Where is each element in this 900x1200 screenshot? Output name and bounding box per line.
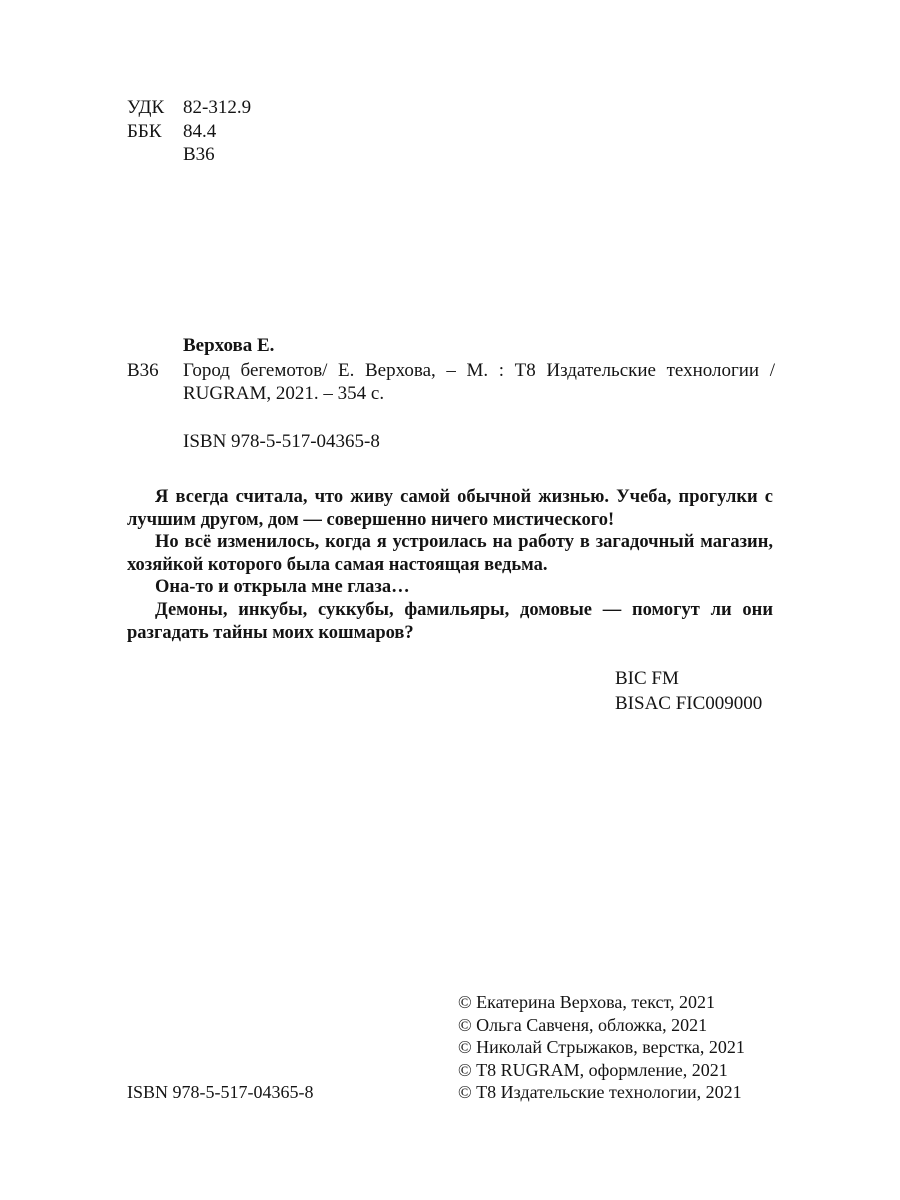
copyright-list bbox=[458, 991, 745, 1104]
copyright-line: © Екатерина Верхова, текст, 2021 bbox=[458, 992, 715, 1012]
author-heading: Верхова Е. bbox=[183, 335, 275, 356]
isbn-bottom: ISBN 978-5-517-04365-8 bbox=[127, 1082, 314, 1102]
author-sign-value: В36 bbox=[183, 144, 215, 165]
classification-codes bbox=[615, 667, 762, 716]
udk-label: УДК bbox=[127, 97, 165, 118]
annotation-paragraph: Но всё изменилось, когда я устроилась на работу в загадочный магазин, хозяйкой которого была самая настоящая ведьма. bbox=[127, 532, 773, 575]
isbn-top: ISBN 978-5-517-04365-8 bbox=[183, 430, 380, 452]
annotation-paragraph: Демоны, инкубы, суккубы, фамильяры, домовые — помогут ли они разгадать тайны моих кошмаров? bbox=[127, 599, 773, 643]
catalog-entry bbox=[127, 359, 775, 406]
copyright-line: © Т8 RUGRAM, оформление, 2021 bbox=[458, 1059, 728, 1080]
copyright-line: © Т8 Издательские технологии, 2021 bbox=[458, 1082, 742, 1103]
annotation bbox=[127, 486, 773, 644]
udk-row bbox=[127, 96, 251, 120]
annotation-paragraph: Я всегда считала, что живу самой обычной жизнью. Учеба, прогулки с лучшим другом, дом — совершенно ничего мистического! bbox=[127, 487, 773, 530]
author-sign-spacer bbox=[127, 143, 183, 167]
bic-code: BIC FM bbox=[615, 668, 679, 689]
catalog-code: В36 bbox=[127, 359, 159, 381]
bbk-label: ББК bbox=[127, 120, 162, 142]
annotation-paragraph: Она-то и открыла мне глаза… bbox=[155, 577, 410, 598]
bisac-code: BISAC FIC009000 bbox=[615, 692, 763, 714]
bbk-value: 84.4 bbox=[183, 120, 217, 142]
udk-value: 82-312.9 bbox=[183, 97, 252, 118]
catalog-card bbox=[127, 334, 775, 453]
catalog-entry-text: Город бегемотов/ Е. Верхова, – М. : Т8 Издательские технологии / RUGRAM, 2021. – 354 с. bbox=[183, 359, 775, 404]
bibliographic-codes bbox=[127, 96, 251, 167]
bbk-row bbox=[127, 120, 251, 144]
author-sign-row bbox=[127, 143, 251, 167]
copyright-line: © Николай Стрыжаков, верстка, 2021 bbox=[458, 1037, 745, 1058]
copyright-line: © Ольга Савченя, обложка, 2021 bbox=[458, 1014, 708, 1035]
